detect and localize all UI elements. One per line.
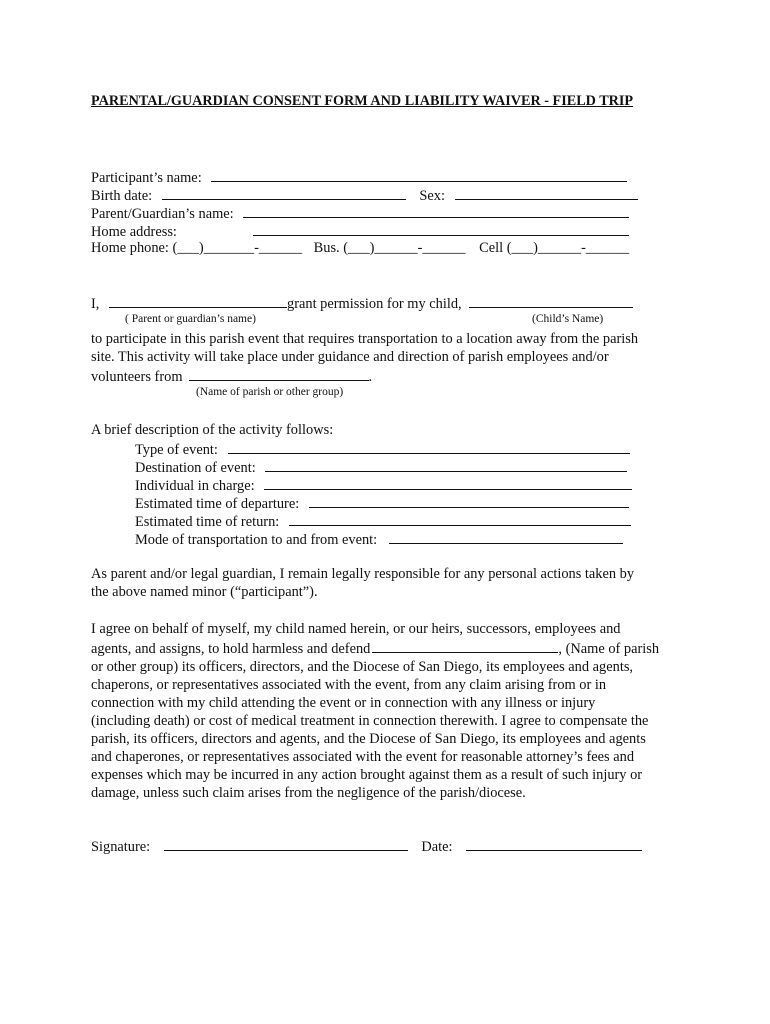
return-time-label: Estimated time of return: xyxy=(135,514,280,530)
permission-row xyxy=(91,293,633,313)
waiver-line-3: or other group) its officers, directors, and the Diocese of San Diego, its employees and agents, xyxy=(91,659,634,675)
waiver-line-5: connection with my child attending the event or in connection with any illness or injury xyxy=(91,695,596,711)
participant-name-row xyxy=(91,167,627,187)
birth-date-label: Birth date: xyxy=(91,188,153,204)
transport-row xyxy=(135,529,623,549)
defend-group-field[interactable] xyxy=(372,638,558,653)
individual-row xyxy=(135,475,632,495)
sex-label: Sex: xyxy=(419,188,445,204)
waiver-line-1: I agree on behalf of myself, my child named herein, or our heirs, successors, employees and xyxy=(91,621,621,637)
waiver-paragraph xyxy=(91,620,681,802)
child-name-field[interactable] xyxy=(469,293,633,308)
home-address-field[interactable] xyxy=(253,221,629,236)
transport-mode-field[interactable] xyxy=(389,529,623,544)
waiver-line-2 xyxy=(91,638,681,658)
signature-row xyxy=(91,836,642,856)
individual-in-charge-label: Individual in charge: xyxy=(135,478,255,494)
return-row xyxy=(135,511,631,531)
waiver-line-8: and chaperones, or representatives associated with the event for reasonable attorney’s fees and xyxy=(91,749,635,765)
destination-label: Destination of event: xyxy=(135,460,256,476)
phone-row xyxy=(91,239,629,257)
participation-line-3 xyxy=(91,366,681,386)
departure-row xyxy=(135,493,629,513)
signature-label: Signature: xyxy=(91,839,151,855)
birth-sex-row xyxy=(91,185,638,205)
participant-name-field[interactable] xyxy=(211,167,627,182)
guardian-name-label: Parent/Guardian’s name: xyxy=(91,206,234,222)
birth-date-field[interactable] xyxy=(162,185,406,200)
participation-line-1: to participate in this parish event that requires transportation to a location away from the parish xyxy=(91,331,639,347)
waiver-line-4: chaperons, or representatives associated with the event, from any claim arising from or in xyxy=(91,677,607,693)
departure-time-label: Estimated time of departure: xyxy=(135,496,300,512)
waiver-line-6: (including death) or cost of medical treatment in connection therewith. I agree to compensate the xyxy=(91,713,649,729)
cell-phone-field[interactable]: Cell (___)______-______ xyxy=(479,240,630,256)
activity-intro: A brief description of the activity follows: xyxy=(91,422,334,438)
waiver-line-9: expenses which may be incurred in any action brought against them as a result of such injury or xyxy=(91,767,643,783)
home-phone-field[interactable]: Home phone: (___)_______-______ xyxy=(91,240,303,256)
address-row xyxy=(91,221,629,241)
event-type-row xyxy=(135,439,630,459)
guardian-name-field[interactable] xyxy=(243,203,629,218)
transport-mode-label: Mode of transportation to and from event: xyxy=(135,532,378,548)
child-name-caption: (Child’s Name) xyxy=(532,313,604,325)
home-address-label: Home address: xyxy=(91,224,177,240)
parent-name-field[interactable] xyxy=(109,293,287,308)
group-name-caption: (Name of parish or other group) xyxy=(196,386,344,398)
responsibility-line-2: the above named minor (“participant”). xyxy=(91,584,318,600)
event-type-label: Type of event: xyxy=(135,442,218,458)
individual-in-charge-field[interactable] xyxy=(264,475,632,490)
volunteers-from-label: volunteers from xyxy=(91,369,183,385)
bus-phone-field[interactable]: Bus. (___)______-______ xyxy=(313,240,466,256)
waiver-line-2-start: agents, and assigns, to hold harmless and defend xyxy=(91,641,371,657)
destination-row xyxy=(135,457,627,477)
departure-time-field[interactable] xyxy=(309,493,629,508)
date-label: Date: xyxy=(421,839,453,855)
i-label: I, xyxy=(91,296,100,312)
sex-field[interactable] xyxy=(455,185,638,200)
responsibility-line-1: As parent and/or legal guardian, I remain legally responsible for any personal actions taken by xyxy=(91,566,635,582)
responsibility-paragraph xyxy=(91,565,681,601)
participant-name-label: Participant’s name: xyxy=(91,170,202,186)
event-type-field[interactable] xyxy=(228,439,630,454)
destination-field[interactable] xyxy=(265,457,627,472)
group-name-field[interactable] xyxy=(189,366,369,381)
waiver-line-7: parish, its officers, directors and agents, and the Diocese of San Diego, its employees and agents xyxy=(91,731,646,747)
date-field[interactable] xyxy=(466,836,642,851)
form-title: PARENTAL/GUARDIAN CONSENT FORM AND LIABILITY WAIVER - FIELD TRIP xyxy=(91,93,634,109)
grant-permission-text: grant permission for my child, xyxy=(287,296,462,312)
participation-line-2: site. This activity will take place under guidance and direction of parish employees and/or xyxy=(91,349,609,365)
parent-name-caption: ( Parent or guardian’s name) xyxy=(125,313,256,325)
waiver-line-2-end: , (Name of parish xyxy=(558,641,660,657)
signature-field[interactable] xyxy=(164,836,408,851)
guardian-row xyxy=(91,203,629,223)
return-time-field[interactable] xyxy=(289,511,631,526)
waiver-line-10: damage, unless such claim arises from the negligence of the parish/diocese. xyxy=(91,785,526,801)
participation-paragraph xyxy=(91,330,681,386)
period: . xyxy=(368,369,373,385)
